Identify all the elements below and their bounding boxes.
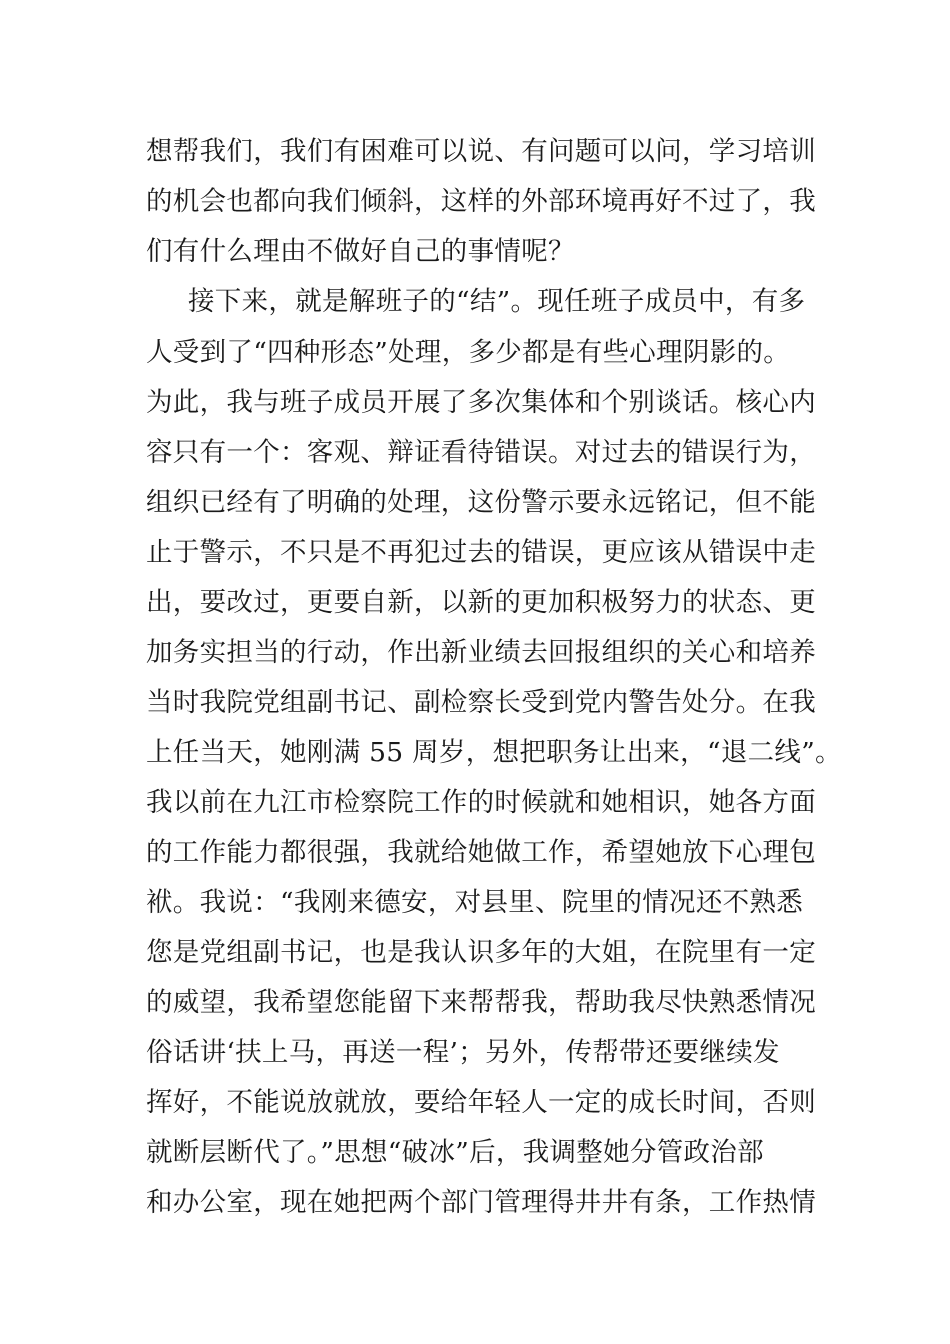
text-line: 的工作能力都很强，我就给她做工作，希望她放下心理包	[146, 837, 816, 868]
text-line: 出，要改过，更要自新，以新的更加积极努力的状态、更	[146, 587, 816, 618]
text-line: 的威望，我希望您能留下来帮帮我，帮助我尽快熟悉情况	[146, 987, 816, 1018]
text-line: 和办公室，现在她把两个部门管理得井井有条，工作热情	[146, 1187, 816, 1218]
text-line: 为此，我与班子成员开展了多次集体和个别谈话。核心内	[146, 387, 816, 418]
text-line: 上任当天，她刚满 55 周岁，想把职务让出来，“退二线”。	[146, 737, 842, 768]
text-line: 俗话讲‘扶上马，再送一程’；另外，传帮带还要继续发	[146, 1037, 780, 1068]
text-line: 袱。我说：“我刚来德安，对县里、院里的情况还不熟悉	[146, 887, 804, 918]
paragraph-start-line: 接下来，就是解班子的“结”。现任班子成员中，有多	[188, 286, 806, 317]
text-line: 挥好，不能说放就放，要给年轻人一定的成长时间，否则	[146, 1087, 816, 1118]
text-line: 的机会也都向我们倾斜，这样的外部环境再好不过了，我	[146, 186, 816, 217]
text-line: 止于警示，不只是不再犯过去的错误，更应该从错误中走	[146, 537, 816, 568]
text-line: 当时我院党组副书记、副检察长受到党内警告处分。在我	[146, 687, 816, 718]
text-line: 组织已经有了明确的处理，这份警示要永远铭记，但不能	[146, 487, 816, 518]
text-line: 容只有一个：客观、辩证看待错误。对过去的错误行为，	[146, 437, 816, 468]
text-line: 人受到了“四种形态”处理，多少都是有些心理阴影的。	[146, 337, 791, 368]
text-line: 我以前在九江市检察院工作的时候就和她相识，她各方面	[146, 787, 816, 818]
text-line: 们有什么理由不做好自己的事情呢？	[146, 236, 575, 267]
text-line: 加务实担当的行动，作出新业绩去回报组织的关心和培养	[146, 637, 816, 668]
text-line: 就断层断代了。”思想“破冰”后，我调整她分管政治部	[146, 1137, 764, 1168]
text-line: 想帮我们，我们有困难可以说、有问题可以问，学习培训	[146, 136, 816, 167]
text-line: 您是党组副书记，也是我认识多年的大姐，在院里有一定	[146, 937, 816, 968]
